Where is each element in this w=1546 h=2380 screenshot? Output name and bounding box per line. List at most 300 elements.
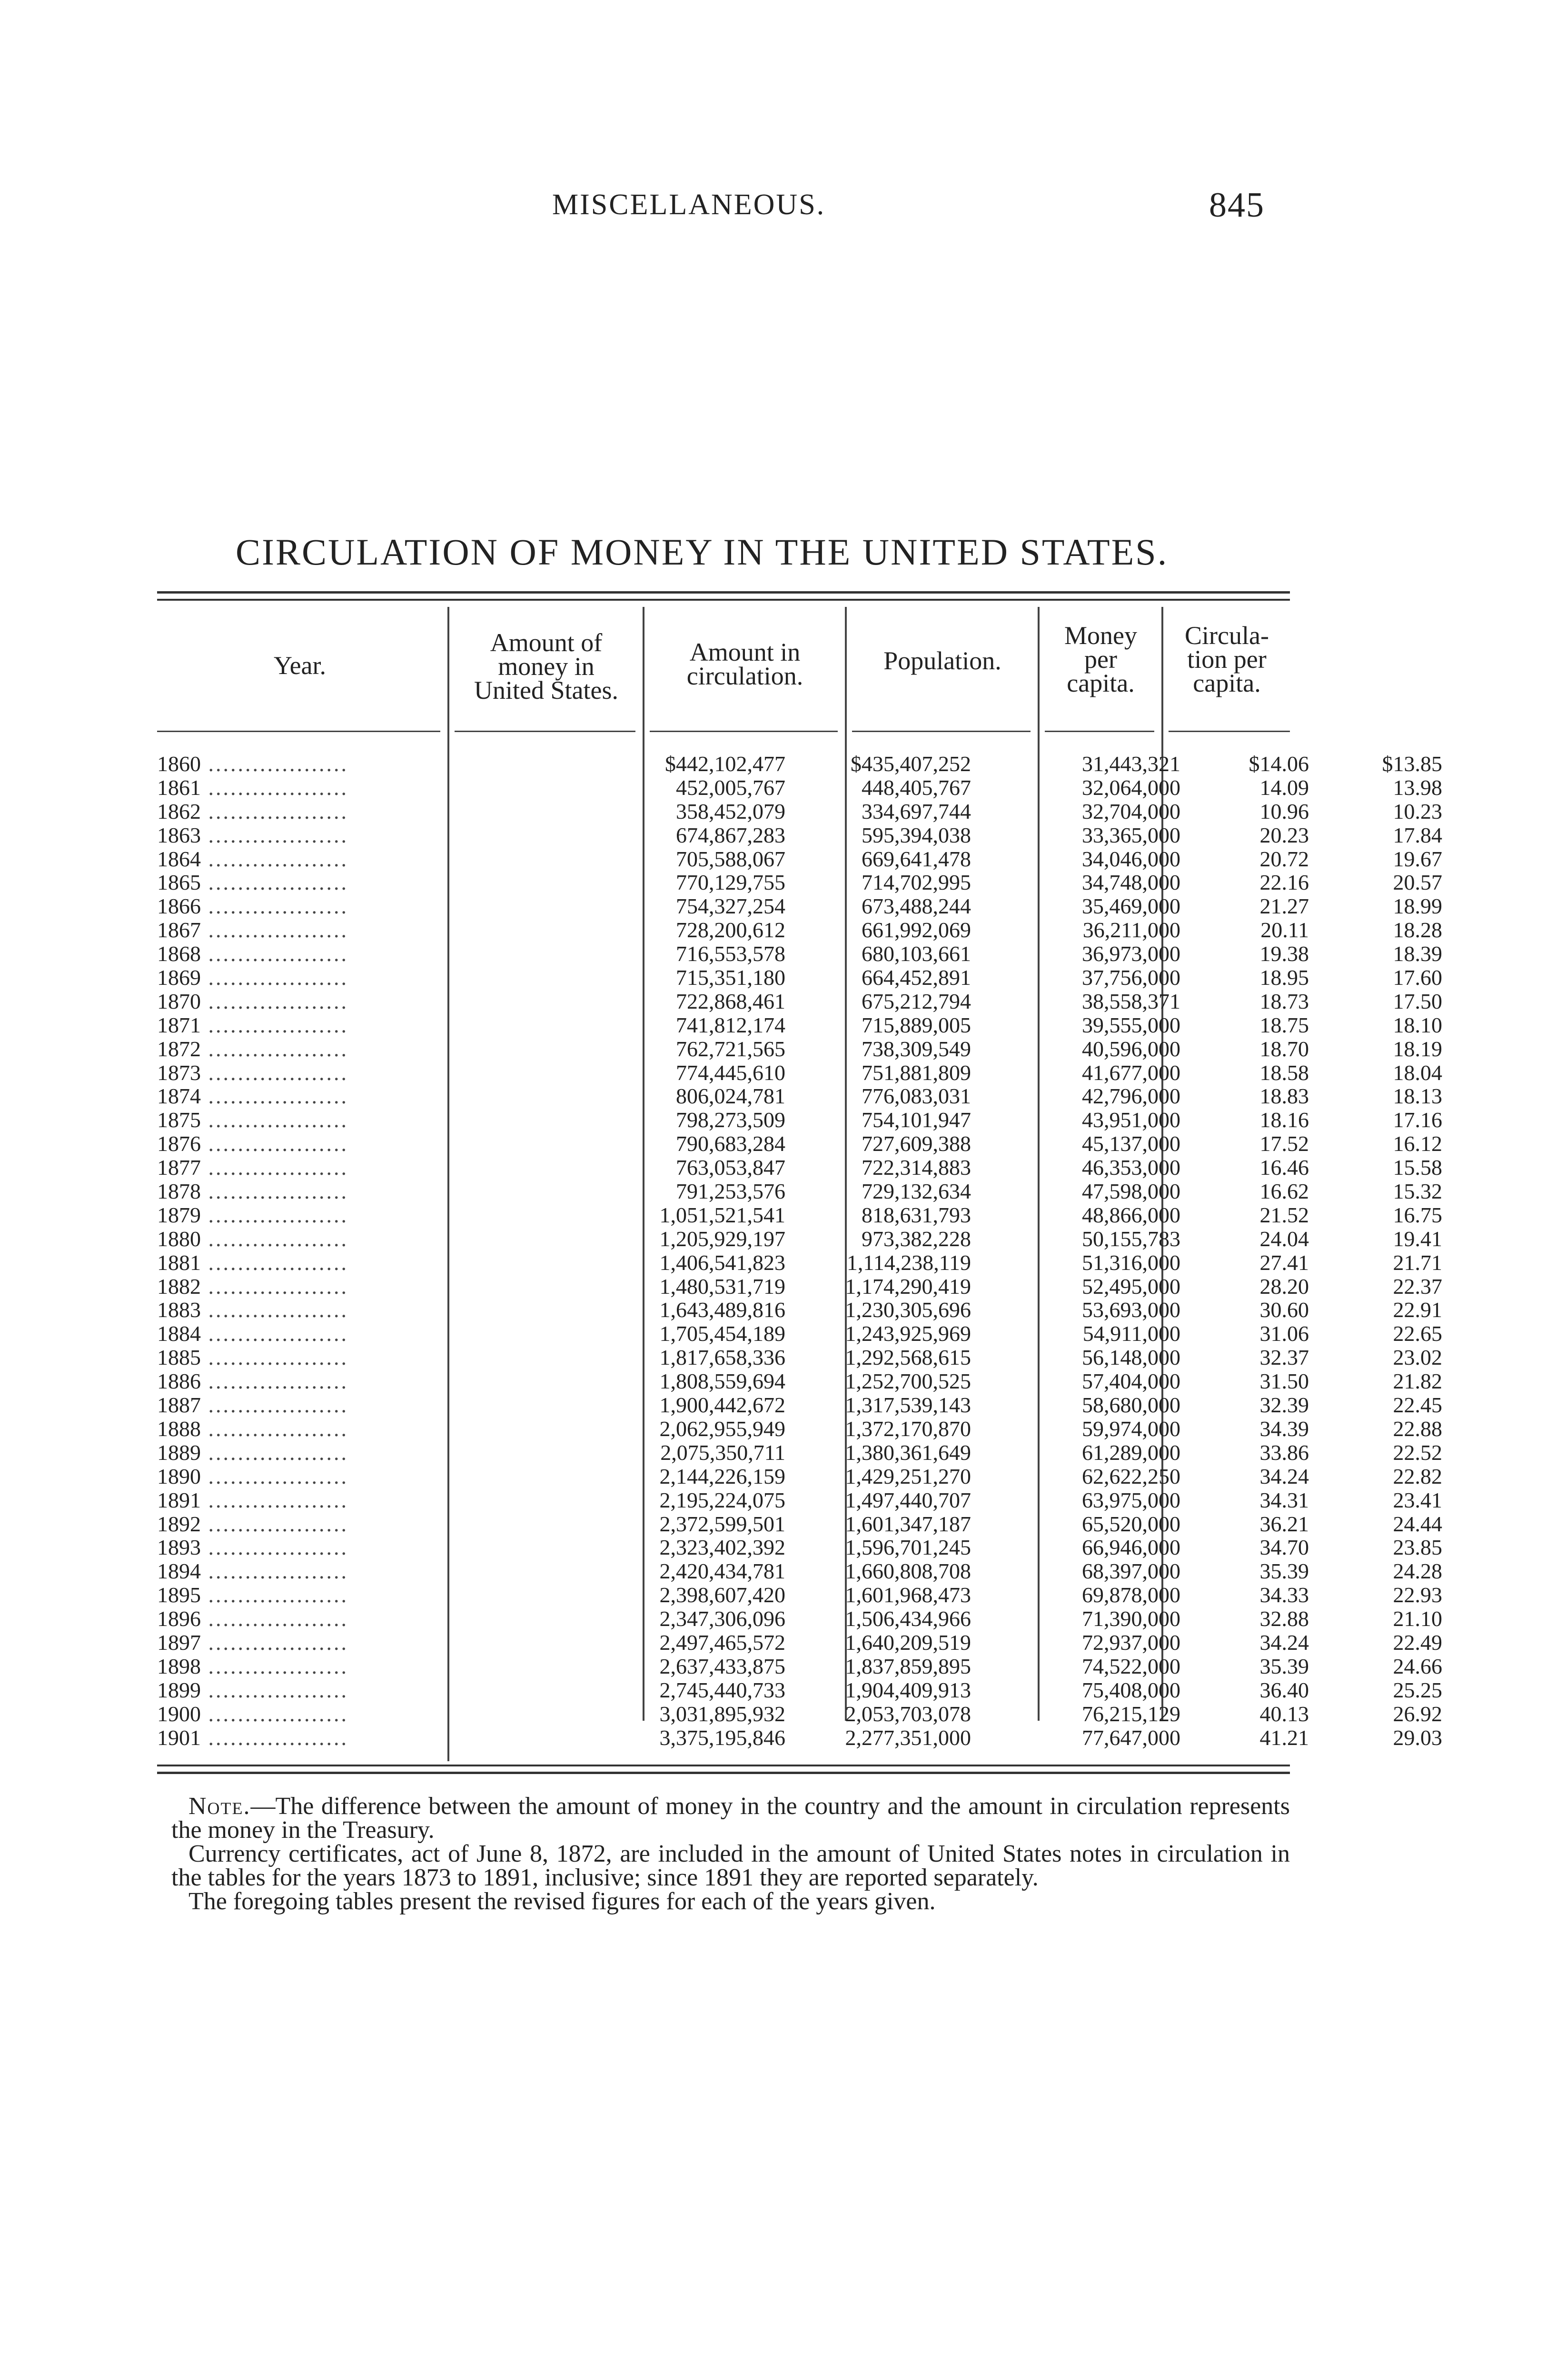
- header-underline: [852, 731, 1031, 732]
- circulation-cell: 448,405,767: [862, 775, 971, 800]
- money-per-capita-cell: 18.73: [1259, 989, 1309, 1013]
- header-circulation-per-capita-line: Circula-: [1185, 621, 1269, 650]
- circulation-cell: 729,132,634: [862, 1179, 971, 1204]
- year-cell: 1899 ...................: [157, 1677, 348, 1702]
- amount-cell: 806,024,781: [676, 1084, 785, 1109]
- money-per-capita-cell: 40.13: [1259, 1701, 1309, 1726]
- amount-cell: 2,745,440,733: [659, 1677, 785, 1702]
- money-per-capita-cell: 34.24: [1259, 1630, 1309, 1655]
- circulation-cell: 722,314,883: [862, 1155, 971, 1180]
- money-per-capita-cell: 34.70: [1259, 1535, 1309, 1560]
- header-underline: [157, 731, 440, 732]
- table-row: [157, 1654, 1442, 1678]
- table-row: [157, 1108, 1442, 1132]
- circulation-cell: 1,429,251,270: [845, 1464, 971, 1488]
- population-cell: 37,756,000: [1082, 965, 1180, 990]
- table-row: [157, 1535, 1442, 1560]
- circulation-per-capita-cell: 21.82: [1393, 1369, 1442, 1394]
- leader-dots: ...................: [201, 1179, 348, 1204]
- year-cell: 1895 ...................: [157, 1583, 348, 1607]
- table-row: [157, 1559, 1442, 1584]
- year-cell: 1900 ...................: [157, 1701, 348, 1726]
- amount-cell: 705,588,067: [676, 846, 785, 871]
- year-cell: 1862 ...................: [157, 799, 348, 823]
- money-per-capita-cell: 18.75: [1259, 1012, 1309, 1037]
- leader-dots: ...................: [201, 1464, 348, 1488]
- population-cell: 57,404,000: [1082, 1369, 1180, 1394]
- population-cell: 36,973,000: [1082, 942, 1180, 966]
- circulation-per-capita-cell: 24.28: [1393, 1559, 1442, 1584]
- table-row: [157, 989, 1442, 1013]
- circulation-cell: 754,101,947: [862, 1108, 971, 1132]
- circulation-cell: 751,881,809: [862, 1060, 971, 1085]
- header-money-per-capita-line: capita.: [1067, 669, 1135, 697]
- circulation-per-capita-cell: 22.45: [1393, 1393, 1442, 1418]
- population-cell: 61,289,000: [1082, 1440, 1180, 1465]
- population-cell: 59,974,000: [1082, 1416, 1180, 1441]
- population-cell: 77,647,000: [1082, 1725, 1180, 1750]
- population-cell: 71,390,000: [1082, 1606, 1180, 1631]
- year-cell: 1882 ...................: [157, 1274, 348, 1299]
- population-cell: 56,148,000: [1082, 1345, 1180, 1370]
- circulation-per-capita-cell: 22.49: [1393, 1630, 1442, 1655]
- top-double-rule-lower: [157, 599, 1290, 601]
- circulation-per-capita-cell: 17.50: [1393, 989, 1442, 1013]
- table-row: [157, 1440, 1442, 1465]
- table-row: [157, 870, 1442, 895]
- circulation-cell: 1,601,347,187: [845, 1511, 971, 1536]
- table-row: [157, 752, 1442, 776]
- amount-cell: 2,195,224,075: [659, 1488, 785, 1512]
- money-per-capita-cell: $14.06: [1249, 752, 1309, 776]
- money-per-capita-cell: 20.23: [1259, 823, 1309, 847]
- table-row: [157, 1369, 1442, 1394]
- amount-cell: 452,005,767: [676, 775, 785, 800]
- leader-dots: ...................: [201, 1440, 348, 1465]
- circulation-per-capita-cell: 25.25: [1393, 1677, 1442, 1702]
- circulation-cell: 2,053,703,078: [845, 1701, 971, 1726]
- population-cell: 36,211,000: [1082, 918, 1180, 942]
- circulation-cell: 680,103,661: [862, 942, 971, 966]
- circulation-cell: 1,317,539,143: [845, 1393, 971, 1418]
- leader-dots: ...................: [201, 1108, 348, 1132]
- amount-cell: 2,398,607,420: [659, 1583, 785, 1607]
- header-circulation-line: circulation.: [686, 662, 803, 690]
- circulation-cell: 727,609,388: [862, 1131, 971, 1156]
- circulation-per-capita-cell: 21.10: [1393, 1606, 1442, 1631]
- leader-dots: ...................: [201, 1583, 348, 1607]
- amount-cell: 754,327,254: [676, 894, 785, 919]
- year-cell: 1888 ...................: [157, 1416, 348, 1441]
- note-paragraph: The foregoing tables present the revised figures for each of the years given.: [188, 1888, 936, 1915]
- year-cell: 1870 ...................: [157, 989, 348, 1013]
- table-row: [157, 1606, 1442, 1631]
- note-text: —The difference between the amount of money in the country and the amount in circulation represents the money in the Treasury.: [171, 1793, 1290, 1844]
- leader-dots: ...................: [201, 870, 348, 895]
- circulation-per-capita-cell: 10.23: [1393, 799, 1442, 823]
- circulation-per-capita-cell: 22.88: [1393, 1416, 1442, 1441]
- money-per-capita-cell: 41.21: [1259, 1725, 1309, 1750]
- money-per-capita-cell: 35.39: [1259, 1559, 1309, 1584]
- money-per-capita-cell: 18.58: [1259, 1060, 1309, 1085]
- population-cell: 69,878,000: [1082, 1583, 1180, 1607]
- circulation-cell: 1,660,808,708: [845, 1559, 971, 1584]
- leader-dots: ...................: [201, 1155, 348, 1180]
- leader-dots: ...................: [201, 799, 348, 823]
- header-amount: [450, 628, 643, 704]
- table-row: [157, 1250, 1442, 1275]
- leader-dots: ...................: [201, 918, 348, 942]
- money-per-capita-cell: 30.60: [1259, 1298, 1309, 1322]
- table-row: [157, 1725, 1442, 1750]
- circulation-cell: 1,114,238,119: [846, 1250, 971, 1275]
- table-row: [157, 1036, 1442, 1061]
- money-per-capita-cell: 32.37: [1259, 1345, 1309, 1370]
- year-cell: 1873 ...................: [157, 1060, 348, 1085]
- circulation-per-capita-cell: 22.82: [1393, 1464, 1442, 1488]
- circulation-cell: 661,992,069: [862, 918, 971, 942]
- population-cell: 45,137,000: [1082, 1131, 1180, 1156]
- leader-dots: ...................: [201, 752, 348, 776]
- table-row: [157, 894, 1442, 919]
- amount-cell: 716,553,578: [676, 942, 785, 966]
- circulation-cell: 2,277,351,000: [845, 1725, 971, 1750]
- year-cell: 1861 ...................: [157, 775, 348, 800]
- circulation-per-capita-cell: 24.44: [1393, 1511, 1442, 1536]
- header-circulation-line: Amount in: [689, 638, 801, 666]
- table-row: [157, 1511, 1442, 1536]
- population-cell: 33,365,000: [1082, 823, 1180, 847]
- amount-cell: 722,868,461: [676, 989, 785, 1013]
- leader-dots: ...................: [201, 1345, 348, 1370]
- money-per-capita-cell: 36.21: [1259, 1511, 1309, 1536]
- circulation-per-capita-cell: 15.58: [1393, 1155, 1442, 1180]
- circulation-per-capita-cell: 23.02: [1393, 1345, 1442, 1370]
- leader-dots: ...................: [201, 1606, 348, 1631]
- year-cell: 1878 ...................: [157, 1179, 348, 1204]
- population-cell: 65,520,000: [1082, 1511, 1180, 1536]
- header-money-per-capita-line: per: [1084, 645, 1117, 674]
- amount-cell: 2,144,226,159: [659, 1464, 785, 1488]
- table-row: [157, 1677, 1442, 1702]
- money-per-capita-cell: 21.27: [1259, 894, 1309, 919]
- circulation-per-capita-cell: 19.41: [1393, 1226, 1442, 1251]
- header-amount-line: United States.: [474, 676, 618, 704]
- circulation-cell: 664,452,891: [862, 965, 971, 990]
- year-cell: 1885 ...................: [157, 1345, 348, 1370]
- population-cell: 68,397,000: [1082, 1559, 1180, 1584]
- money-per-capita-cell: 33.86: [1259, 1440, 1309, 1465]
- year-cell: 1868 ...................: [157, 942, 348, 966]
- money-per-capita-cell: 16.46: [1259, 1155, 1309, 1180]
- population-cell: 48,866,000: [1082, 1202, 1180, 1227]
- table-row: [157, 823, 1442, 847]
- population-cell: 72,937,000: [1082, 1630, 1180, 1655]
- leader-dots: ...................: [201, 1416, 348, 1441]
- year-cell: 1889 ...................: [157, 1440, 348, 1465]
- circulation-cell: 1,292,568,615: [845, 1345, 971, 1370]
- year-cell: 1898 ...................: [157, 1654, 348, 1678]
- money-per-capita-cell: 10.96: [1259, 799, 1309, 823]
- circulation-per-capita-cell: 18.28: [1393, 918, 1442, 942]
- population-cell: 54,911,000: [1082, 1321, 1180, 1346]
- circulation-cell: 1,372,170,870: [845, 1416, 971, 1441]
- circulation-per-capita-cell: 21.71: [1393, 1250, 1442, 1275]
- population-cell: 66,946,000: [1082, 1535, 1180, 1560]
- circulation-per-capita-cell: 22.37: [1393, 1274, 1442, 1299]
- circulation-per-capita-cell: 26.92: [1393, 1701, 1442, 1726]
- leader-dots: ...................: [201, 1511, 348, 1536]
- table-row: [157, 799, 1442, 823]
- leader-dots: ...................: [201, 1202, 348, 1227]
- circulation-per-capita-cell: 16.12: [1393, 1131, 1442, 1156]
- leader-dots: ...................: [201, 1393, 348, 1418]
- year-cell: 1876 ...................: [157, 1131, 348, 1156]
- money-per-capita-cell: 20.72: [1259, 846, 1309, 871]
- table-row: [157, 1464, 1442, 1488]
- amount-cell: 2,075,350,711: [660, 1440, 785, 1465]
- year-cell: 1896 ...................: [157, 1606, 348, 1631]
- circulation-cell: 334,697,744: [862, 799, 971, 823]
- amount-cell: 763,053,847: [676, 1155, 785, 1180]
- money-per-capita-cell: 28.20: [1259, 1274, 1309, 1299]
- leader-dots: ...................: [201, 1274, 348, 1299]
- note-lead: Note.: [188, 1793, 251, 1820]
- table-row: [157, 1298, 1442, 1322]
- circulation-cell: 1,904,409,913: [845, 1677, 971, 1702]
- year-cell: 1867 ...................: [157, 918, 348, 942]
- circulation-cell: 973,382,228: [862, 1226, 971, 1251]
- population-cell: 76,215,129: [1082, 1701, 1180, 1726]
- header-underline: [650, 731, 838, 732]
- leader-dots: ...................: [201, 965, 348, 990]
- table-row: [157, 1202, 1442, 1227]
- leader-dots: ...................: [201, 1677, 348, 1702]
- year-cell: 1887 ...................: [157, 1393, 348, 1418]
- table-notes: [171, 1795, 1290, 1914]
- amount-cell: 774,445,610: [676, 1060, 785, 1085]
- population-cell: 53,693,000: [1082, 1298, 1180, 1322]
- population-cell: 62,622,250: [1082, 1464, 1180, 1488]
- money-per-capita-cell: 19.38: [1259, 942, 1309, 966]
- money-per-capita-cell: 18.95: [1259, 965, 1309, 990]
- money-per-capita-cell: 34.33: [1259, 1583, 1309, 1607]
- year-cell: 1860 ...................: [157, 752, 348, 776]
- circulation-per-capita-cell: 13.98: [1393, 775, 1442, 800]
- header-money-per-capita-line: Money: [1064, 621, 1137, 650]
- table-row: [157, 1630, 1442, 1655]
- table-row: [157, 1226, 1442, 1251]
- table-row: [157, 965, 1442, 990]
- amount-cell: 2,323,402,392: [659, 1535, 785, 1560]
- circulation-cell: 818,631,793: [862, 1202, 971, 1227]
- circulation-per-capita-cell: 18.99: [1393, 894, 1442, 919]
- table-body: [157, 752, 1442, 1750]
- circulation-per-capita-cell: 15.32: [1393, 1179, 1442, 1204]
- population-cell: 75,408,000: [1082, 1677, 1180, 1702]
- year-cell: 1893 ...................: [157, 1535, 348, 1560]
- year-cell: 1866 ...................: [157, 894, 348, 919]
- amount-cell: 1,705,454,189: [659, 1321, 785, 1346]
- table-row: [157, 1393, 1442, 1418]
- money-per-capita-cell: 34.24: [1259, 1464, 1309, 1488]
- amount-cell: 741,812,174: [676, 1012, 785, 1037]
- header-money-per-capita: [1040, 621, 1161, 697]
- table-row: [157, 1345, 1442, 1370]
- header-underline: [455, 731, 635, 732]
- circulation-per-capita-cell: 16.75: [1393, 1202, 1442, 1227]
- table-row: [157, 1701, 1442, 1726]
- amount-cell: 1,480,531,719: [659, 1274, 785, 1299]
- money-per-capita-cell: 21.52: [1259, 1202, 1309, 1227]
- year-cell: 1875 ...................: [157, 1108, 348, 1132]
- money-per-capita-cell: 32.88: [1259, 1606, 1309, 1631]
- circulation-cell: 1,601,968,473: [845, 1583, 971, 1607]
- amount-cell: 2,637,433,875: [659, 1654, 785, 1678]
- leader-dots: ...................: [201, 1321, 348, 1346]
- circulation-cell: 1,380,361,649: [845, 1440, 971, 1465]
- amount-cell: 3,031,895,932: [659, 1701, 785, 1726]
- money-per-capita-cell: 18.70: [1259, 1036, 1309, 1061]
- circulation-per-capita-cell: 22.91: [1393, 1298, 1442, 1322]
- leader-dots: ...................: [201, 1701, 348, 1726]
- leader-dots: ...................: [201, 1226, 348, 1251]
- money-per-capita-cell: 18.16: [1259, 1108, 1309, 1132]
- table-row: [157, 1274, 1442, 1299]
- header-population: Population.: [883, 646, 1001, 675]
- leader-dots: ...................: [201, 1654, 348, 1678]
- money-per-capita-cell: 20.11: [1260, 918, 1309, 942]
- population-cell: 32,704,000: [1082, 799, 1180, 823]
- amount-cell: 358,452,079: [676, 799, 785, 823]
- table-row: [157, 1488, 1442, 1512]
- table-row: [157, 942, 1442, 966]
- population-cell: 63,975,000: [1082, 1488, 1180, 1512]
- population-cell: 40,596,000: [1082, 1036, 1180, 1061]
- table-row: [157, 1084, 1442, 1109]
- amount-cell: 2,347,306,096: [659, 1606, 785, 1631]
- year-cell: 1872 ...................: [157, 1036, 348, 1061]
- population-cell: 42,796,000: [1082, 1084, 1180, 1109]
- bottom-double-rule-lower: [157, 1772, 1290, 1774]
- money-per-capita-cell: 31.06: [1259, 1321, 1309, 1346]
- circulation-cell: 1,497,440,707: [845, 1488, 971, 1512]
- amount-cell: 798,273,509: [676, 1108, 785, 1132]
- money-per-capita-cell: 34.31: [1259, 1488, 1309, 1512]
- leader-dots: ...................: [201, 823, 348, 847]
- money-per-capita-cell: 35.39: [1259, 1654, 1309, 1678]
- circulation-per-capita-cell: $13.85: [1382, 752, 1442, 776]
- table-title: CIRCULATION OF MONEY IN THE UNITED STATES.: [236, 531, 1169, 573]
- population-cell: 34,046,000: [1082, 846, 1180, 871]
- year-cell: 1883 ...................: [157, 1298, 348, 1322]
- table-row: [157, 918, 1442, 942]
- amount-cell: $442,102,477: [665, 752, 785, 776]
- population-cell: 32,064,000: [1082, 775, 1180, 800]
- circulation-per-capita-cell: 17.60: [1393, 965, 1442, 990]
- population-cell: 38,558,371: [1082, 989, 1180, 1013]
- circulation-per-capita-cell: 18.13: [1393, 1084, 1442, 1109]
- top-double-rule-upper: [157, 591, 1290, 594]
- amount-cell: 3,375,195,846: [659, 1725, 785, 1750]
- year-cell: 1890 ...................: [157, 1464, 348, 1488]
- leader-dots: ...................: [201, 1060, 348, 1085]
- bottom-double-rule-upper: [157, 1765, 1290, 1766]
- header-underline: [1045, 731, 1154, 732]
- money-per-capita-cell: 18.83: [1259, 1084, 1309, 1109]
- population-cell: 58,680,000: [1082, 1393, 1180, 1418]
- leader-dots: ...................: [201, 1298, 348, 1322]
- circulation-per-capita-cell: 18.39: [1393, 942, 1442, 966]
- circulation-cell: 595,394,038: [862, 823, 971, 847]
- leader-dots: ...................: [201, 1036, 348, 1061]
- money-per-capita-cell: 27.41: [1259, 1250, 1309, 1275]
- header-circulation-per-capita-line: tion per: [1187, 645, 1267, 674]
- leader-dots: ...................: [201, 1012, 348, 1037]
- money-per-capita-cell: 14.09: [1259, 775, 1309, 800]
- amount-cell: 715,351,180: [676, 965, 785, 990]
- circulation-cell: 1,640,209,519: [845, 1630, 971, 1655]
- amount-cell: 770,129,755: [676, 870, 785, 895]
- year-cell: 1877 ...................: [157, 1155, 348, 1180]
- leader-dots: ...................: [201, 1250, 348, 1275]
- money-per-capita-cell: 32.39: [1259, 1393, 1309, 1418]
- circulation-cell: 1,252,700,525: [845, 1369, 971, 1394]
- amount-cell: 2,497,465,572: [659, 1630, 785, 1655]
- population-cell: 41,677,000: [1082, 1060, 1180, 1085]
- circulation-cell: 1,174,290,419: [845, 1274, 971, 1299]
- circulation-per-capita-cell: 18.10: [1393, 1012, 1442, 1037]
- year-cell: 1865 ...................: [157, 870, 348, 895]
- leader-dots: ...................: [201, 894, 348, 919]
- year-cell: 1881 ...................: [157, 1250, 348, 1275]
- amount-cell: 2,062,955,949: [659, 1416, 785, 1441]
- year-cell: 1871 ...................: [157, 1012, 348, 1037]
- circulation-per-capita-cell: 24.66: [1393, 1654, 1442, 1678]
- year-cell: 1879 ...................: [157, 1202, 348, 1227]
- amount-cell: 1,406,541,823: [659, 1250, 785, 1275]
- leader-dots: ...................: [201, 775, 348, 800]
- circulation-per-capita-cell: 22.93: [1393, 1583, 1442, 1607]
- leader-dots: ...................: [201, 1369, 348, 1394]
- year-cell: 1897 ...................: [157, 1630, 348, 1655]
- circulation-cell: 714,702,995: [862, 870, 971, 895]
- circulation-cell: 669,641,478: [862, 846, 971, 871]
- header-underline: [1169, 731, 1290, 732]
- running-head: [0, 188, 1546, 231]
- circulation-per-capita-cell: 18.04: [1393, 1060, 1442, 1085]
- year-cell: 1874 ...................: [157, 1084, 348, 1109]
- money-per-capita-cell: 17.52: [1259, 1131, 1309, 1156]
- money-per-capita-cell: 34.39: [1259, 1416, 1309, 1441]
- circulation-cell: 675,212,794: [862, 989, 971, 1013]
- leader-dots: ...................: [201, 942, 348, 966]
- table-row: [157, 1060, 1442, 1085]
- note-paragraph: Currency certificates, act of June 8, 1872, are included in the amount of United States notes in circulation in the tables for the years 1873 to 1891, inclusive; since 1891 they are reported separately.: [171, 1840, 1290, 1891]
- table-row: [157, 1155, 1442, 1180]
- amount-cell: 762,721,565: [676, 1036, 785, 1061]
- population-cell: 52,495,000: [1082, 1274, 1180, 1299]
- header-circulation-per-capita-line: capita.: [1193, 669, 1261, 697]
- amount-cell: 1,900,442,672: [659, 1393, 785, 1418]
- table-row: [157, 775, 1442, 800]
- circulation-per-capita-cell: 29.03: [1393, 1725, 1442, 1750]
- population-cell: 35,469,000: [1082, 894, 1180, 919]
- leader-dots: ...................: [201, 1630, 348, 1655]
- population-cell: 31,443,321: [1082, 752, 1180, 776]
- amount-cell: 674,867,283: [676, 823, 785, 847]
- year-cell: 1886 ...................: [157, 1369, 348, 1394]
